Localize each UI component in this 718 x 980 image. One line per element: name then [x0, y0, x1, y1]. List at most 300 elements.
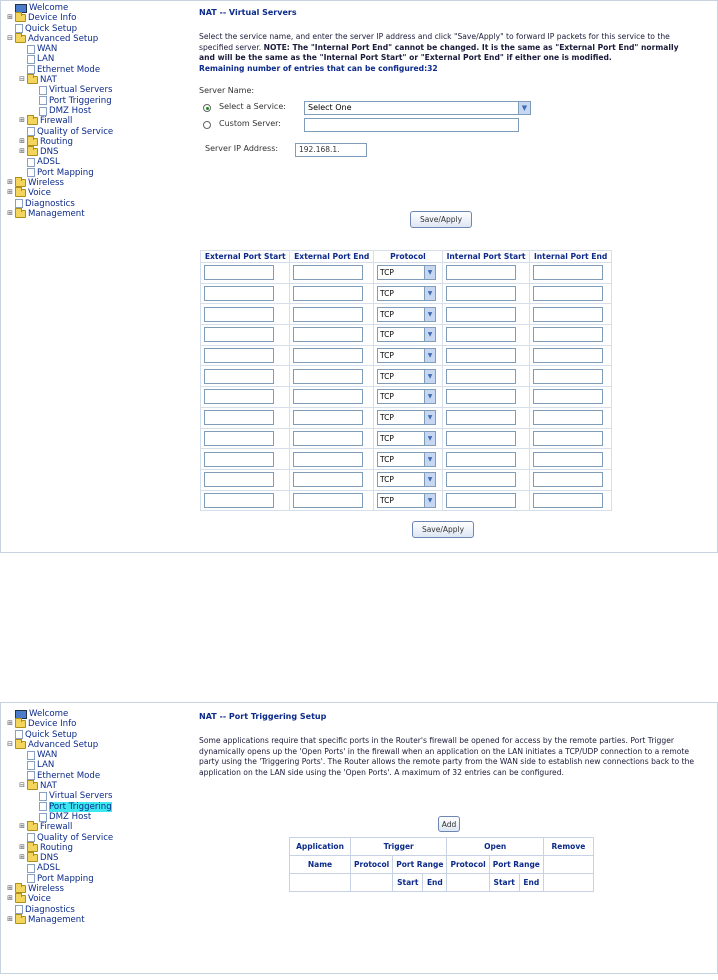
computer-icon — [15, 710, 27, 719]
table-row — [201, 325, 612, 346]
nav-item-label: Voice — [28, 188, 51, 199]
nav-item-label: WAN — [37, 44, 58, 55]
document-icon — [27, 864, 35, 873]
protocol-value: TCP — [380, 289, 394, 299]
table-cell — [201, 449, 290, 470]
int-start-input[interactable] — [446, 265, 516, 280]
document-icon — [39, 792, 47, 801]
nav-item[interactable] — [6, 147, 181, 157]
expand-icon[interactable]: ⊞ — [7, 178, 13, 187]
nav-item[interactable] — [6, 915, 181, 925]
table-cell — [201, 345, 290, 366]
int-end-input[interactable] — [533, 389, 603, 404]
nav-item-label: Port Mapping — [37, 873, 94, 884]
expand-icon[interactable]: ⊞ — [19, 843, 25, 851]
nav-item-label: NAT — [40, 781, 57, 792]
nav-item-label: Device Info — [28, 13, 77, 24]
document-icon — [27, 158, 35, 167]
nav-item[interactable] — [6, 740, 181, 750]
nav-item[interactable] — [6, 874, 181, 884]
table-cell — [201, 428, 290, 449]
table-row — [201, 469, 612, 490]
nav-item[interactable] — [6, 730, 181, 740]
expand-icon[interactable]: ⊞ — [19, 822, 25, 831]
tree-line-icon — [30, 97, 38, 105]
expand-icon[interactable]: ⊞ — [7, 13, 13, 22]
table-row — [201, 407, 612, 428]
int-start-input[interactable] — [446, 327, 516, 342]
protocol-select[interactable] — [377, 369, 436, 384]
ext-end-input[interactable] — [293, 265, 363, 280]
int-start-input[interactable] — [446, 369, 516, 384]
nav-item[interactable] — [6, 3, 181, 13]
computer-icon — [15, 4, 27, 13]
tree-line-icon — [30, 813, 38, 821]
int-end-input[interactable] — [533, 452, 603, 467]
ext-end-input[interactable] — [293, 369, 363, 384]
document-icon — [27, 65, 35, 74]
int-start-input[interactable] — [446, 286, 516, 301]
table-cell — [201, 366, 290, 387]
folder-icon — [27, 782, 38, 790]
table-cell — [442, 366, 529, 387]
tree-line-icon — [18, 834, 26, 842]
nav-item-label: Quality of Service — [37, 126, 114, 137]
table-cell — [530, 304, 612, 325]
nav-item-label: Advanced Setup — [28, 739, 99, 750]
protocol-select[interactable] — [377, 327, 436, 342]
save-apply-button-top[interactable]: Save/Apply — [410, 211, 472, 228]
sidebar-nav — [1, 1, 181, 552]
ext-end-input[interactable] — [293, 307, 363, 322]
document-icon — [27, 127, 35, 136]
collapse-icon[interactable]: ⊟ — [7, 34, 13, 43]
ext-end-input[interactable] — [293, 286, 363, 301]
document-icon — [15, 24, 23, 33]
nav-item[interactable] — [6, 822, 181, 832]
document-icon — [39, 802, 47, 811]
col-open-start: Start — [489, 874, 519, 892]
folder-icon — [27, 823, 38, 831]
nav-item[interactable] — [6, 34, 181, 44]
int-end-input[interactable] — [533, 410, 603, 425]
protocol-value: TCP — [380, 392, 394, 402]
server-ip-input[interactable]: 192.168.1. — [295, 143, 367, 157]
port-triggering-screenshot — [0, 702, 718, 974]
tree-line-icon — [18, 762, 26, 770]
tree-line-icon — [6, 25, 14, 33]
table-cell — [201, 407, 290, 428]
col-open-end: End — [519, 874, 543, 892]
nav-item-label: Welcome — [29, 3, 69, 13]
nav-item[interactable] — [6, 781, 181, 791]
document-icon — [39, 813, 47, 822]
table-cell — [530, 407, 612, 428]
col-application: Application — [290, 838, 351, 856]
nav-item-label: Virtual Servers — [49, 85, 113, 96]
ext-end-input[interactable] — [293, 493, 363, 508]
nav-item-label: DMZ Host — [49, 811, 92, 822]
remaining-entries: Remaining number of entries that can be configured:32 — [199, 63, 438, 73]
table-cell — [290, 469, 374, 490]
nav-item[interactable] — [6, 96, 181, 106]
tree-line-icon — [18, 875, 26, 883]
int-end-input[interactable] — [533, 493, 603, 508]
folder-icon — [27, 844, 38, 852]
nav-item[interactable] — [6, 884, 181, 894]
folder-icon — [15, 35, 26, 43]
sidebar-nav — [1, 703, 181, 973]
col-open: Open — [447, 838, 543, 856]
nav-item[interactable] — [6, 853, 181, 863]
nav-tree — [6, 3, 181, 219]
document-icon — [39, 96, 47, 105]
table-cell — [374, 449, 443, 470]
protocol-value: TCP — [380, 454, 394, 464]
select-service-label: Select a Service: — [219, 102, 286, 112]
expand-icon[interactable]: ⊞ — [19, 137, 25, 145]
nav-item-label: DNS — [40, 853, 59, 864]
nav-item-label: Port Triggering — [49, 801, 112, 812]
folder-icon — [27, 148, 38, 156]
table-row — [201, 449, 612, 470]
nav-item-label: Ethernet Mode — [37, 64, 101, 75]
expand-icon[interactable]: ⊞ — [7, 719, 13, 728]
column-header: Internal Port Start — [442, 251, 529, 263]
custom-server-radio[interactable] — [203, 121, 211, 129]
table-cell — [374, 428, 443, 449]
nav-item[interactable] — [6, 750, 181, 760]
save-apply-button-bottom[interactable]: Save/Apply — [412, 521, 474, 538]
col-trigger-port-range: Port Range — [393, 856, 447, 874]
nav-item[interactable] — [6, 24, 181, 34]
table-cell — [442, 387, 529, 408]
tree-line-icon — [6, 731, 14, 739]
protocol-value: TCP — [380, 330, 394, 340]
nav-item[interactable] — [6, 905, 181, 915]
table-cell — [290, 407, 374, 428]
protocol-select[interactable] — [377, 452, 436, 467]
nav-item[interactable] — [6, 54, 181, 64]
empty-cell — [543, 874, 593, 892]
int-start-input[interactable] — [446, 389, 516, 404]
protocol-select[interactable] — [377, 493, 436, 508]
document-icon — [27, 55, 35, 64]
port-table — [200, 250, 612, 511]
table-cell — [530, 345, 612, 366]
int-end-input[interactable] — [533, 265, 603, 280]
table-cell — [442, 304, 529, 325]
nav-item-label: Port Triggering — [49, 95, 112, 106]
table-cell — [374, 345, 443, 366]
nav-item-label: Virtual Servers — [49, 791, 113, 802]
int-start-input[interactable] — [446, 493, 516, 508]
table-cell — [442, 325, 529, 346]
expand-icon[interactable]: ⊞ — [7, 188, 13, 197]
nav-item-label: ADSL — [37, 863, 60, 874]
tree-line-icon — [6, 906, 14, 914]
nav-item[interactable] — [6, 13, 181, 23]
nav-item-label: Diagnostics — [25, 198, 75, 209]
folder-icon — [15, 895, 26, 903]
ext-end-input[interactable] — [293, 348, 363, 363]
int-end-input[interactable] — [533, 431, 603, 446]
nav-item-label: Ethernet Mode — [37, 770, 101, 781]
ext-start-input[interactable] — [204, 472, 274, 487]
nav-item-label: Management — [28, 208, 85, 219]
folder-icon — [27, 76, 38, 84]
custom-server-label: Custom Server: — [219, 119, 281, 129]
table-cell — [201, 263, 290, 284]
nav-item-label: Device Info — [28, 719, 77, 730]
col-open-protocol: Protocol — [447, 856, 489, 874]
intro-note: NOTE: The "Internal Port End" cannot be changed. It is the same as "External Port End" normally and will be the same as the "Internal Port Start" or "External Port End" if either one is modified. — [199, 42, 679, 63]
table-cell — [201, 387, 290, 408]
ext-start-input[interactable] — [204, 493, 274, 508]
expand-icon[interactable]: ⊞ — [19, 853, 25, 862]
ext-start-input[interactable] — [204, 389, 274, 404]
int-start-input[interactable] — [446, 348, 516, 363]
ext-start-input[interactable] — [204, 327, 274, 342]
document-icon — [27, 751, 35, 760]
folder-icon — [15, 741, 26, 749]
document-icon — [39, 107, 47, 116]
nav-item[interactable] — [6, 802, 181, 812]
ext-end-input[interactable] — [293, 410, 363, 425]
ext-start-input[interactable] — [204, 369, 274, 384]
nav-item[interactable] — [6, 168, 181, 178]
tree-line-icon — [18, 865, 26, 873]
nav-item-label: Quick Setup — [25, 729, 78, 740]
chevron-down-icon: ▼ — [518, 102, 530, 114]
chevron-down-icon: ▼ — [424, 473, 435, 486]
int-start-input[interactable] — [446, 307, 516, 322]
int-end-input[interactable] — [533, 286, 603, 301]
tree-line-icon — [18, 159, 26, 167]
protocol-select[interactable] — [377, 431, 436, 446]
ext-end-input[interactable] — [293, 389, 363, 404]
table-cell — [530, 469, 612, 490]
col-trigger-protocol: Protocol — [351, 856, 393, 874]
folder-icon — [15, 210, 26, 218]
nav-item-label: LAN — [37, 760, 55, 771]
int-end-input[interactable] — [533, 327, 603, 342]
nav-item-label: Port Mapping — [37, 167, 94, 178]
nav-item[interactable] — [6, 178, 181, 188]
select-service-radio[interactable] — [203, 104, 211, 112]
empty-cell — [447, 874, 489, 892]
table-cell — [201, 325, 290, 346]
nav-item[interactable] — [6, 760, 181, 770]
expand-icon[interactable]: ⊞ — [7, 884, 13, 893]
document-icon — [39, 86, 47, 95]
intro-text — [199, 32, 694, 63]
nav-item-label: Quick Setup — [25, 23, 78, 34]
nav-item[interactable] — [6, 209, 181, 219]
intro-text: Some applications require that specific ports in the Router's firewall be opened for access by the remote parties. Port Trigger dynamically opens up the 'Open Ports' in the firewall when an application on the LAN initiates a TCP/UDP connection to a remote party using the 'Triggering Ports'. The Router allows the remote party from the WAN side to establish new connections back to the application on the LAN side using the 'Open Ports'. A maximum of 32 entries can be configured. — [199, 736, 695, 777]
nav-item-label: Welcome — [29, 709, 69, 719]
table-cell — [530, 366, 612, 387]
nav-item[interactable] — [6, 157, 181, 167]
column-header: External Port Start — [201, 251, 290, 263]
table-cell — [530, 263, 612, 284]
expand-icon[interactable]: ⊞ — [19, 116, 25, 125]
col-open-port-range: Port Range — [489, 856, 543, 874]
chevron-down-icon: ▼ — [424, 287, 435, 300]
nav-item-label: Management — [28, 914, 85, 925]
col-trigger-start: Start — [393, 874, 423, 892]
table-cell — [290, 387, 374, 408]
ext-start-input[interactable] — [204, 410, 274, 425]
protocol-value: TCP — [380, 268, 394, 278]
expand-icon[interactable]: ⊞ — [7, 209, 13, 218]
tree-line-icon — [18, 128, 26, 136]
ext-end-input[interactable] — [293, 472, 363, 487]
page-title: NAT -- Virtual Servers — [199, 8, 297, 17]
protocol-value: TCP — [380, 351, 394, 361]
collapse-icon[interactable]: ⊟ — [19, 781, 25, 790]
nav-item[interactable] — [6, 199, 181, 209]
chevron-down-icon: ▼ — [424, 494, 435, 507]
protocol-select[interactable] — [377, 410, 436, 425]
nav-item[interactable] — [6, 44, 181, 54]
ext-start-input[interactable] — [204, 452, 274, 467]
protocol-select[interactable] — [377, 389, 436, 404]
protocol-value: TCP — [380, 495, 394, 505]
nav-item[interactable] — [6, 791, 181, 801]
int-start-input[interactable] — [446, 410, 516, 425]
int-start-input[interactable] — [446, 431, 516, 446]
table-cell — [530, 387, 612, 408]
int-start-input[interactable] — [446, 472, 516, 487]
folder-icon — [27, 854, 38, 862]
table-cell — [530, 325, 612, 346]
nav-item-label: Wireless — [28, 178, 64, 189]
protocol-value: TCP — [380, 433, 394, 443]
nav-item-label: Firewall — [40, 116, 73, 127]
expand-icon[interactable]: ⊞ — [19, 147, 25, 156]
nav-item[interactable] — [6, 709, 181, 719]
expand-icon[interactable]: ⊞ — [7, 915, 13, 924]
nav-item[interactable] — [6, 188, 181, 198]
table-cell — [442, 490, 529, 511]
nav-item[interactable] — [6, 894, 181, 904]
ext-start-input[interactable] — [204, 307, 274, 322]
int-start-input[interactable] — [446, 452, 516, 467]
protocol-select[interactable] — [377, 307, 436, 322]
table-cell — [374, 366, 443, 387]
service-select[interactable] — [304, 101, 531, 115]
folder-icon — [15, 179, 26, 187]
folder-icon — [27, 138, 38, 146]
tree-line-icon — [18, 772, 26, 780]
nav-item-label: Firewall — [40, 822, 73, 833]
collapse-icon[interactable]: ⊟ — [19, 75, 25, 84]
nav-item[interactable] — [6, 863, 181, 873]
table-row — [201, 428, 612, 449]
document-icon — [27, 771, 35, 780]
ext-end-input[interactable] — [293, 431, 363, 446]
chevron-down-icon: ▼ — [424, 390, 435, 403]
nav-item-label: Advanced Setup — [28, 33, 99, 44]
nav-item-label: WAN — [37, 750, 58, 761]
column-header: Internal Port End — [530, 251, 612, 263]
folder-icon — [15, 720, 26, 728]
table-cell — [290, 490, 374, 511]
nav-item-label: Routing — [40, 136, 73, 147]
ext-end-input[interactable] — [293, 327, 363, 342]
protocol-select[interactable] — [377, 265, 436, 280]
table-cell — [290, 304, 374, 325]
table-cell — [290, 325, 374, 346]
ext-start-input[interactable] — [204, 265, 274, 280]
custom-server-input[interactable] — [304, 118, 519, 132]
ext-end-input[interactable] — [293, 452, 363, 467]
ext-start-input[interactable] — [204, 348, 274, 363]
table-cell — [442, 469, 529, 490]
tree-line-icon — [18, 45, 26, 53]
int-end-input[interactable] — [533, 348, 603, 363]
empty-cell — [543, 856, 593, 874]
table-cell — [290, 428, 374, 449]
int-end-input[interactable] — [533, 369, 603, 384]
tree-line-icon — [18, 56, 26, 64]
table-cell — [374, 283, 443, 304]
table-cell — [374, 469, 443, 490]
chevron-down-icon: ▼ — [424, 308, 435, 321]
nav-item-label: DMZ Host — [49, 105, 92, 116]
ext-start-input[interactable] — [204, 286, 274, 301]
table-cell — [374, 263, 443, 284]
add-button[interactable]: Add — [438, 816, 460, 832]
folder-icon — [15, 189, 26, 197]
nav-item-label: Wireless — [28, 884, 64, 895]
server-ip-label: Server IP Address: — [205, 144, 279, 154]
nav-item[interactable] — [6, 116, 181, 126]
table-row — [201, 304, 612, 325]
protocol-select[interactable] — [377, 286, 436, 301]
col-trigger: Trigger — [351, 838, 447, 856]
table-cell — [374, 387, 443, 408]
trigger-table — [289, 837, 594, 892]
nav-item[interactable] — [6, 85, 181, 95]
protocol-select[interactable] — [377, 472, 436, 487]
ext-start-input[interactable] — [204, 431, 274, 446]
nav-item-label: Diagnostics — [25, 904, 75, 915]
int-end-input[interactable] — [533, 307, 603, 322]
nav-item[interactable] — [6, 75, 181, 85]
tree-line-icon — [30, 87, 38, 95]
chevron-down-icon: ▼ — [424, 349, 435, 362]
nav-item-label: Quality of Service — [37, 832, 114, 843]
collapse-icon[interactable]: ⊟ — [7, 740, 13, 749]
table-row — [201, 263, 612, 284]
nav-item[interactable] — [6, 719, 181, 729]
nav-item-label: DNS — [40, 147, 59, 158]
folder-icon — [15, 885, 26, 893]
expand-icon[interactable]: ⊞ — [7, 894, 13, 903]
table-cell — [374, 304, 443, 325]
table-cell — [530, 490, 612, 511]
nav-item-label: Routing — [40, 842, 73, 853]
server-form — [199, 86, 717, 158]
tree-line-icon — [6, 200, 14, 208]
int-end-input[interactable] — [533, 472, 603, 487]
col-remove: Remove — [543, 838, 593, 856]
empty-cell — [351, 874, 393, 892]
table-cell — [442, 345, 529, 366]
protocol-select[interactable] — [377, 348, 436, 363]
